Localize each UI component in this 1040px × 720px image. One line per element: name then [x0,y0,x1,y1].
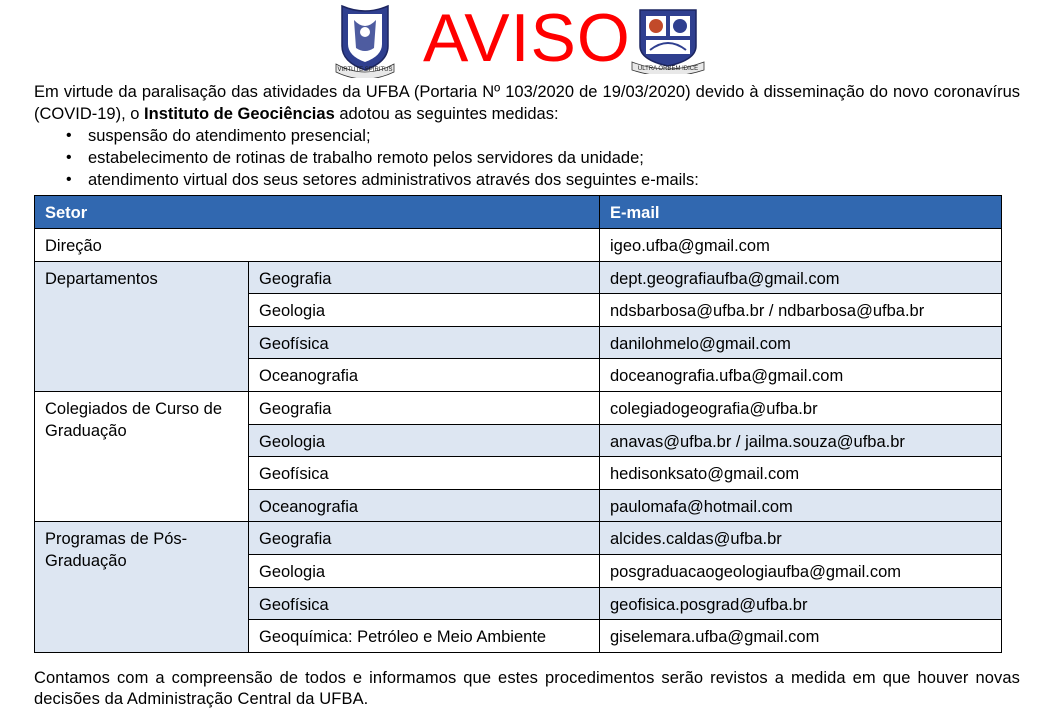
intro-text-1: Em virtude da paralisação das atividades da UFBA (Portaria Nº 103/2020 de 19/03/2020) devido à disseminação do novo coronavírus (COVID-19), o [34,83,1020,123]
logo-left-motto: VIRTUTE SPIRITUS [337,67,393,73]
list-item [34,125,1020,147]
table-row [35,261,1002,294]
unit-cell: Geofísica [249,457,600,490]
email-cell: igeo.ufba@gmail.com [600,229,1002,262]
unit-cell: Geografia [249,261,600,294]
bullet-icon: • [66,127,72,144]
group-cell: Programas de Pós-Graduação [35,522,249,652]
table-row [35,522,1002,555]
email-cell: posgraduacaogeologiaufba@gmail.com [600,554,1002,587]
page-title: AVISO [423,0,631,76]
bullet-icon: • [66,149,72,166]
unit-cell: Geofísica [249,326,600,359]
unit-cell: Oceanografia [249,359,600,392]
closing-paragraph: Contamos com a compreensão de todos e informamos que estes procedimentos serão revistos a medida em que houver novas decisões da Administração Central da UFBA. [34,669,1020,708]
setor-cell: Direção [35,229,600,262]
intro-paragraph [34,81,1020,125]
unit-cell: Geoquímica: Petróleo e Meio Ambiente [249,620,600,653]
emails-table [34,195,1002,653]
institute-name: Instituto de Geociências [144,105,335,123]
table-row [35,391,1002,424]
email-cell: hedisonksato@gmail.com [600,457,1002,490]
logo-right-motto: ULTRA ORBEM IDICE [637,66,699,72]
unit-cell: Geografia [249,391,600,424]
list-item-text: atendimento virtual dos seus setores administrativos através dos seguintes e-mails: [88,171,699,189]
table-header-row [35,196,1002,229]
header-setor: Setor [35,196,600,229]
email-cell: paulomafa@hotmail.com [600,489,1002,522]
unit-cell: Geografia [249,522,600,555]
unit-cell: Geofísica [249,587,600,620]
header [0,0,1040,80]
email-cell: anavas@ufba.br / jailma.souza@ufba.br [600,424,1002,457]
list-item [34,147,1020,169]
unit-cell: Geologia [249,554,600,587]
list-item-text: estabelecimento de rotinas de trabalho remoto pelos servidores da unidade; [88,149,644,167]
bullet-icon: • [66,171,72,188]
unit-cell: Geologia [249,424,600,457]
email-cell: doceanografia.ufba@gmail.com [600,359,1002,392]
group-cell: Colegiados de Curso de Graduação [35,391,249,521]
email-cell: alcides.caldas@ufba.br [600,522,1002,555]
email-cell: colegiadogeografia@ufba.br [600,391,1002,424]
list-item [34,169,1020,191]
table-row [35,229,1002,262]
unit-cell: Geologia [249,294,600,327]
email-cell: geofisica.posgrad@ufba.br [600,587,1002,620]
group-cell: Departamentos [35,261,249,391]
email-cell: ndsbarbosa@ufba.br / ndbarbosa@ufba.br [600,294,1002,327]
list-item-text: suspensão do atendimento presencial; [88,127,371,145]
measures-list [34,125,1020,191]
email-cell: dept.geografiaufba@gmail.com [600,261,1002,294]
igeo-logo-icon [630,6,706,74]
email-cell: giselemara.ufba@gmail.com [600,620,1002,653]
unit-cell: Oceanografia [249,489,600,522]
email-cell: danilohmelo@gmail.com [600,326,1002,359]
ufba-logo-icon [334,2,396,78]
header-email: E-mail [600,196,1002,229]
intro-text-2: adotou as seguintes medidas: [334,105,559,123]
